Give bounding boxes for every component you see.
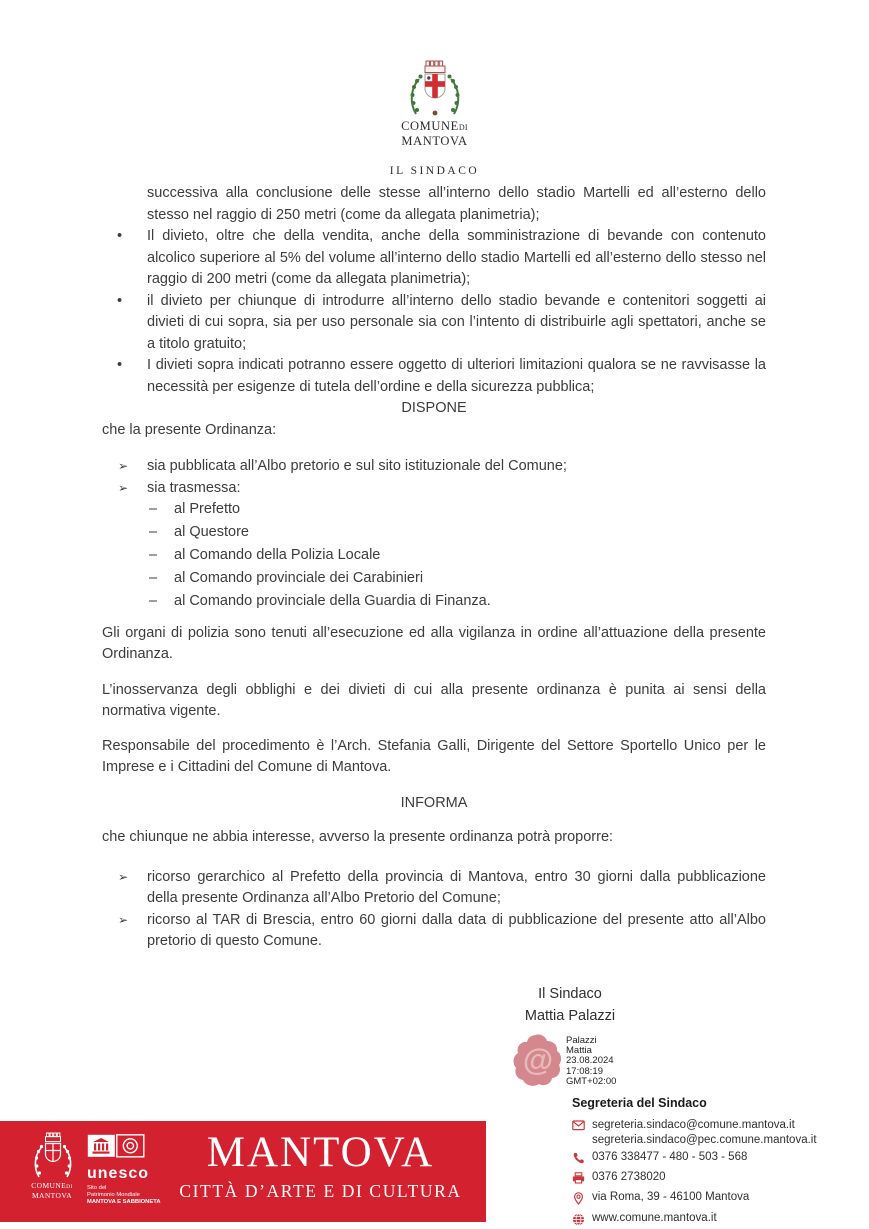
- arrow-marker: ➢: [118, 459, 129, 473]
- contact-block: [572, 1096, 852, 1229]
- contact-fax-row: [572, 1171, 852, 1189]
- signature-role: Il Sindaco: [538, 986, 602, 1002]
- letterhead: [0, 58, 869, 177]
- list-item-text: ricorso al TAR di Brescia, entro 60 giorni dalla data di pubblicazione del presente atto all’Albo pretorio di questo Comune.: [147, 911, 766, 949]
- email-primary: segreteria.sindaco@comune.mantova.it: [592, 1119, 795, 1131]
- org-word2: MANTOVA: [401, 133, 468, 148]
- list-item-text: al Comando provinciale dei Carabinieri: [174, 570, 424, 586]
- list-item: [102, 545, 766, 567]
- paragraph-organi: Gli organi di polizia sono tenuti all’esecuzione ed alla vigilanza in ordine all’attuazione della presente Ordinanza.: [102, 624, 766, 662]
- unesco-caption: Sito del Patrimonio Mondiale MANTOVA E SABBIONETA: [87, 1185, 161, 1205]
- dash-marker: –: [149, 593, 158, 609]
- digital-seal-icon: [513, 1033, 563, 1087]
- list-item-text: il divieto per chiunque di introdurre all’interno dello stadio bevande e contenitori soggetti ai divieti di cui sopra, sia per uso personale sia con l’intento di distribuirle agli spettatori, anche se a titolo gratuito;: [147, 292, 766, 352]
- unesco-logo: [87, 1134, 167, 1206]
- city-brand-title: MANTOVA: [206, 1129, 435, 1176]
- paragraph-responsabile: Responsabile del procedimento è l’Arch. Stefania Galli, Dirigente del Settore Sportello Unico per le Imprese e i Cittadini del Comune di Mantova.: [102, 737, 766, 775]
- fax-number: 0376 2738020: [592, 1170, 666, 1183]
- list-item: [102, 522, 766, 544]
- document-body: [102, 183, 766, 953]
- city-brand-subtitle: CITTÀ D’ARTE E DI CULTURA: [179, 1181, 462, 1201]
- list-item-text: al Prefetto: [174, 501, 241, 517]
- contact-email-row: [572, 1119, 852, 1148]
- bullet-marker: •: [117, 292, 123, 309]
- stamp-line: 17:08:19: [566, 1065, 603, 1077]
- paragraph-continuation: successiva alla conclusione delle stesse all’interno dello stadio Martelli ed all’esterno dello stesso nel raggio di 250 metri (come da allegata planimetria);: [147, 185, 766, 223]
- mail-icon: [572, 1119, 592, 1136]
- footer-crest-caption: COMUNEDI MANTOVA: [31, 1181, 73, 1200]
- stamp-line: 23.08.2024: [566, 1055, 614, 1067]
- arrow-marker: ➢: [118, 480, 129, 495]
- list-item: [102, 291, 766, 356]
- location-pin-icon: [572, 1191, 592, 1210]
- informa-heading: INFORMA: [400, 794, 468, 811]
- street-address: via Roma, 39 - 46100 Mantova: [592, 1190, 750, 1203]
- phone-number: 0376 338477 - 480 - 503 - 568: [592, 1150, 748, 1163]
- contact-address-row: [572, 1191, 852, 1210]
- org-name: [0, 120, 869, 148]
- dispone-heading: DISPONE: [401, 400, 467, 416]
- list-item: [102, 478, 766, 500]
- signature-name: Mattia Palazzi: [524, 1007, 616, 1024]
- list-item: [102, 591, 766, 613]
- informa-intro: che chiunque ne abbia interesse, avverso la presente ordinanza potrà proporre:: [102, 829, 614, 845]
- contact-heading: Segreteria del Sindaco: [572, 1096, 707, 1110]
- unesco-emblem-icon: [87, 1134, 145, 1158]
- list-item-text: al Comando provinciale della Guardia di Finanza.: [174, 593, 491, 609]
- list-item: [102, 867, 766, 910]
- dash-marker: –: [149, 524, 158, 540]
- list-item-text: al Comando della Polizia Locale: [174, 547, 381, 563]
- dash-marker: –: [149, 501, 158, 517]
- globe-icon: [572, 1212, 592, 1229]
- bullet-marker: •: [117, 357, 123, 373]
- list-item-text: I divieti sopra indicati potranno essere oggetto di ulteriori limitazioni qualora se ne ravvisasse la necessità per esigenze di tutela dell’ordine e della sicurezza pubblica;: [147, 357, 766, 395]
- contact-website-row: [572, 1212, 852, 1229]
- list-item-text: sia trasmessa:: [147, 479, 241, 496]
- stamp-line: GMT+02:00: [566, 1075, 617, 1087]
- dispone-intro: che la presente Ordinanza:: [102, 421, 277, 438]
- list-item: [102, 456, 766, 478]
- unesco-wordmark: unesco: [87, 1165, 150, 1182]
- list-item-text: ricorso gerarchico al Prefetto della provincia di Mantova, entro 30 giorni dalla pubblicazione della presente Ordinanza all’Albo Pretorio del Comune;: [147, 868, 766, 906]
- at-symbol: @: [522, 1042, 554, 1077]
- bullet-marker: •: [117, 228, 123, 244]
- list-item: [102, 499, 766, 521]
- email-pec: segreteria.sindaco@pec.comune.mantova.it: [592, 1133, 817, 1146]
- list-item: [102, 568, 766, 590]
- list-item: [102, 355, 766, 398]
- stamp-line: Mattia: [566, 1045, 592, 1057]
- signature-block: [470, 984, 670, 1027]
- list-item-text: sia pubblicata all’Albo pretorio e sul sito istituzionale del Comune;: [147, 458, 567, 474]
- org-di: DI: [458, 123, 468, 132]
- contact-phone-row: [572, 1151, 852, 1169]
- list-item-text: al Questore: [174, 524, 249, 540]
- paragraph-inosservanza: L’inosservanza degli obblighi e dei divieti di cui alla presente ordinanza è punita ai sensi della normativa vigente.: [102, 681, 766, 719]
- list-item: [102, 226, 766, 291]
- list-item-text: Il divieto, oltre che della vendita, anche della somministrazione di bevande con contenuto alcolico superiore al 5% del volume all’interno dello stadio Martelli ed all’esterno dello stesso nel raggio di 200 metri (come da allegata planimetria);: [147, 228, 766, 287]
- digital-signature-details: [566, 1036, 616, 1087]
- website-url: www.comune.mantova.it: [592, 1211, 717, 1224]
- phone-icon: [572, 1151, 592, 1169]
- footer-crest-icon: [30, 1131, 76, 1181]
- org-word1: COMUNE: [401, 119, 459, 133]
- arrow-marker: ➢: [118, 912, 129, 927]
- dash-marker: –: [149, 547, 158, 563]
- role-title: IL SINDACO: [389, 165, 480, 177]
- footer-banner: [0, 1121, 486, 1222]
- comune-mantova-crest-icon: [404, 58, 466, 118]
- stamp-line: Palazzi: [566, 1035, 597, 1046]
- dash-marker: –: [149, 570, 158, 586]
- list-item: [102, 910, 766, 953]
- arrow-marker: ➢: [118, 869, 129, 884]
- fax-icon: [572, 1171, 592, 1189]
